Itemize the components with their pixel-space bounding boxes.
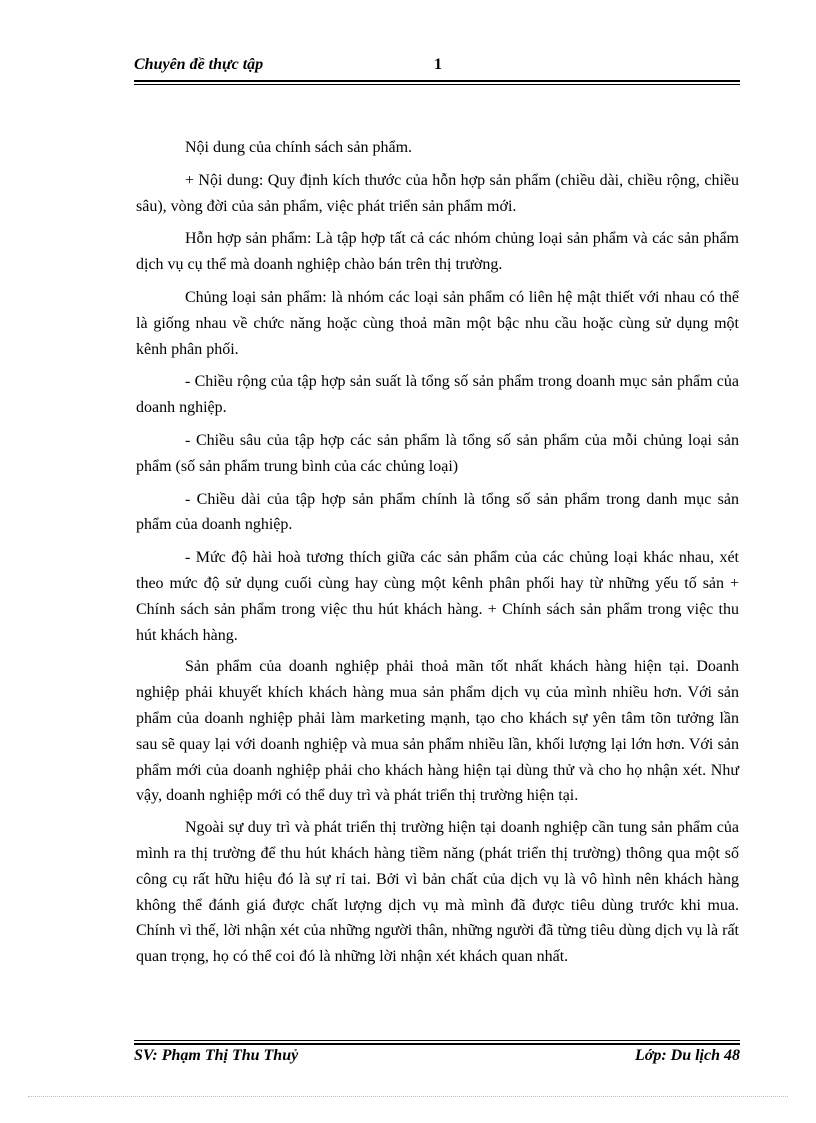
paragraph: Hỗn hợp sản phẩm: Là tập hợp tất cả các nhóm chủng loại sản phẩm và các sản phẩm dịch vụ cụ thể mà doanh nghiệp chào bán trên thị trường.	[136, 230, 739, 274]
page-header	[134, 56, 740, 80]
header-divider-thick	[134, 80, 740, 82]
paragraph: Ngoài sự duy trì và phát triển thị trường hiện tại doanh nghiệp cần tung sản phẩm của mình ra thị trường để thu hút khách hàng tiềm năng (phát triển thị trường) thông qua một số công cụ rất hữu hiệu đó là sự rỉ tai. Bởi vì bản chất của dịch vụ là vô hình nên khách hàng không thể đánh giá được chất lượng dịch vụ mà mình đã được tiêu dùng trước khi mua. Chính vì thế, lời nhận xét của những người thân, những người đã từng tiêu dùng dịch vụ là rất quan trọng, họ có thể coi đó là những lời nhận xét khách quan nhất.	[136, 819, 739, 966]
paragraph: + Nội dung: Quy định kích thước của hỗn hợp sản phẩm (chiều dài, chiều rộng, chiều sâu), vòng đời của sản phẩm, việc phát triển sản phẩm mới.	[136, 171, 739, 215]
footer-divider-thick	[134, 1043, 740, 1045]
paragraph: - Mức độ hài hoà tương thích giữa các sản phẩm của các chủng loại khác nhau, xét theo mức độ sử dụng cuối cùng hay cùng một kênh phân phối hay từ những yếu tố sản + Chính sách sản phẩm trong việc thu hút khách hàng. + Chính sách sản phẩm trong việc thu hút khách hàng.	[136, 549, 739, 644]
document-body	[136, 135, 739, 970]
paragraph: Chủng loại sản phẩm: là nhóm các loại sản phẩm có liên hệ mật thiết với nhau có thể là giống nhau về chức năng hoặc cùng thoả mãn một bậc nhu cầu hoặc cùng sử dụng một kênh phân phối.	[136, 288, 739, 358]
header-divider-thin	[134, 84, 740, 85]
paragraph: - Chiều sâu của tập hợp các sản phẩm là tổng số sản phẩm của mỗi chủng loại sản phẩm (số sản phẩm trung bình của các chủng loại)	[136, 431, 739, 475]
paragraph: - Chiều dài của tập hợp sản phẩm chính là tổng số sản phẩm trong danh mục sản phẩm của doanh nghiệp.	[136, 490, 739, 534]
page-number: 1	[434, 56, 442, 73]
footer-divider-thin	[134, 1040, 740, 1041]
student-name: SV: Phạm Thị Thu Thuỷ	[134, 1047, 299, 1064]
paragraph: - Chiều rộng của tập hợp sản suất là tổng số sản phẩm trong doanh mục sản phẩm của doanh nghiệp.	[136, 373, 739, 417]
class-name: Lớp: Du lịch 48	[634, 1047, 740, 1064]
page-footer	[134, 1047, 740, 1071]
paragraph: Nội dung của chính sách sản phẩm.	[185, 139, 413, 156]
document-title: Chuyên đề thực tập	[134, 56, 264, 73]
paragraph: Sản phẩm của doanh nghiệp phải thoả mãn tốt nhất khách hàng hiện tại. Doanh nghiệp phải khuyết khích khách hàng mua sản phẩm dịch vụ của mình nhiều hơn. Với sản phẩm của doanh nghiệp phải làm marketing mạnh, tạo cho khách sự yên tâm tõn tưởng lần sau sẽ quay lại với doanh nghiệp và mua sản phẩm nhiều lần, khối lượng lại lớn hơn. Với sản phẩm mới của doanh nghiệp phải cho khách hàng hiện tại dùng thử và cho họ nhận xét. Như vậy, doanh nghiệp mới có thể duy trì và phát triển thị trường hiện tại.	[136, 658, 739, 805]
page-bottom-border	[28, 1096, 788, 1097]
